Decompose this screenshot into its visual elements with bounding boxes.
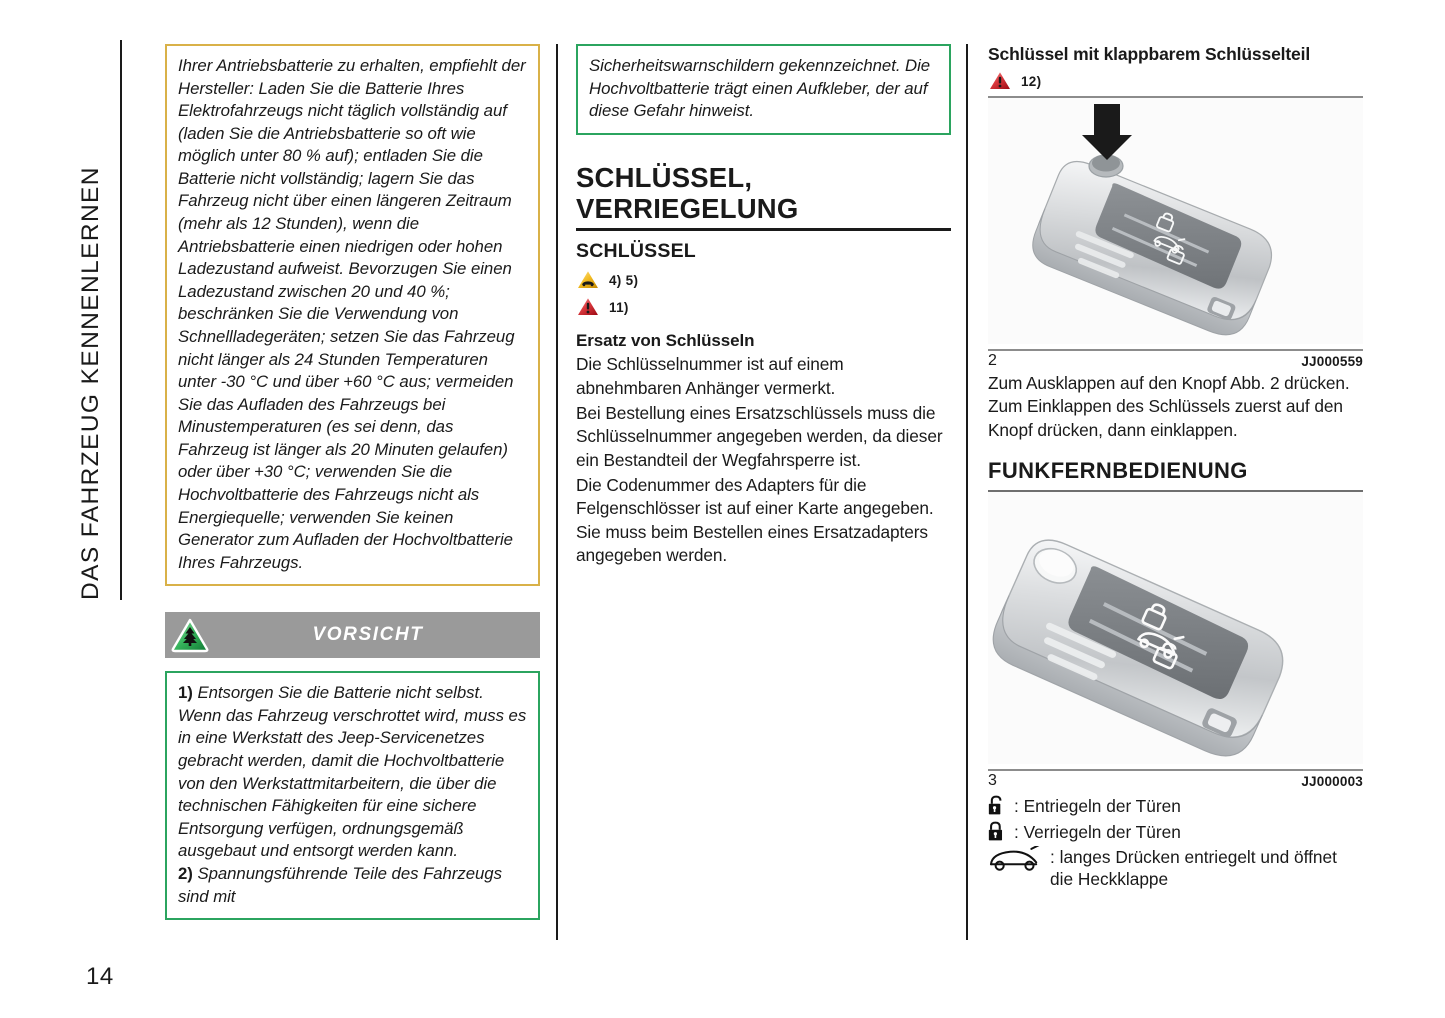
column-1 — [165, 44, 540, 920]
figure-3-bottom-rule — [988, 769, 1363, 771]
warning-ref-row-red-12 — [988, 69, 1363, 91]
body-paragraph-2: Bei Bestellung eines Ersatzschlüssels muss die Schlüsselnummer angegeben werden, da dieser ein Bestandteil der Wegfahrsperre ist. — [576, 403, 943, 470]
caution-item-1 — [178, 682, 527, 863]
warning-ref-row-yellow — [576, 268, 951, 290]
lock-padlock-icon — [988, 821, 1014, 842]
figure-2-key-fob-folding — [988, 98, 1363, 344]
caution-items-box — [165, 671, 540, 920]
caution-item-1-text: Entsorgen Sie die Batterie nicht selbst. Wenn das Fahrzeug verschrottet wird, muss es in eine Werkstatt des Jeep-Servicenetzes gebracht werden, damit die Hochvoltbatterie von den Werkstattmitarbeitern, die über die technischen Fähigkeiten für eine sichere Entsorgung verfügen, ordnungsgemäß ausgebaut und entsorgt werden kann. — [178, 683, 527, 861]
section-title-schluessel-verriegelung — [576, 163, 951, 225]
battery-note-box — [165, 44, 540, 586]
continuation-note-box — [576, 44, 951, 135]
legend-row-unlock — [988, 795, 1363, 817]
unlock-padlock-icon — [988, 795, 1014, 816]
car-boot-open-icon — [988, 846, 1050, 871]
column-divider-1 — [556, 44, 558, 940]
section-title-funkfernbedienung: FUNKFERNBEDIENUNG — [988, 458, 1248, 484]
figure-3-code: JJ000003 — [1301, 774, 1363, 790]
caution-item-2-marker: 2) — [178, 863, 193, 883]
chapter-tab-label: DAS FAHRZEUG KENNENLERNEN — [77, 166, 104, 600]
red-exclamation-triangle-icon — [988, 69, 1012, 91]
caution-item-1-marker: 1) — [178, 683, 193, 703]
green-tree-triangle-icon — [170, 617, 210, 653]
section-title-rule — [576, 228, 951, 231]
caution-item-2 — [178, 863, 527, 908]
section-title-line-1: SCHLÜSSEL, — [576, 161, 753, 193]
figure-2-number: 2 — [988, 352, 997, 369]
yellow-warning-refs: 4) 5) — [609, 273, 639, 289]
vorsicht-banner — [165, 612, 540, 658]
legend-row-lock — [988, 821, 1363, 843]
column-divider-2 — [966, 44, 968, 940]
subsection-title-schluessel: SCHLÜSSEL — [576, 240, 696, 263]
column-2 — [576, 44, 951, 567]
section-title-line-2: VERRIEGELUNG — [576, 192, 799, 224]
figure-3-caption-row — [988, 772, 1363, 792]
battery-note-text: Ihrer Antriebsbatterie zu erhalten, empfiehlt der Hersteller: Laden Sie die Batterie Ihres Elektrofahrzeugs nicht täglich vollständig auf (laden Sie die Antriebsbatterie so oft wie möglich unter 80 % auf); entladen Sie die Batterie nicht vollständig; lagern Sie das Fahrzeug nicht über einen längeren Zeitraum (mehr als 12 Stunden), wenn die Antriebsbatterie einen niedrigen oder hohen Ladezustand aufweist. Bevorzugen Sie einen Ladezustand zwischen 20 und 40 %; beschränken Sie die Verwendung von Schnellladegeräten; setzen Sie das Fahrzeug nicht länger als 24 Stunden Temperaturen unter -30 °C und über +60 °C aus; vermeiden Sie das Aufladen des Fahrzeugs bei Minustemperaturen (es sei denn, das Fahrzeug ist länger als 20 Minuten gelaufen) oder über +30 °C; verwenden Sie die Hochvoltbatterie des Fahrzeugs nicht als Energiequelle; verwenden Sie keinen Generator zum Aufladen der Hochvoltbatterie Ihres Fahrzeugs. — [178, 56, 526, 572]
legend-text-unlock: : Entriegeln der Türen — [1014, 796, 1181, 817]
legend-text-lock: : Verriegeln der Türen — [1014, 821, 1181, 842]
figure-heading-klappbarer-schluesselteil: Schlüssel mit klappbarem Schlüsselteil — [988, 44, 1311, 64]
body-paragraph-1: Die Schlüsselnummer ist auf einem abnehmbaren Anhänger vermerkt. — [576, 354, 844, 398]
continuation-note-text: Sicherheitswarnschildern gekennzeichnet. Die Hochvoltbatterie trägt einen Aufkleber, der auf diese Gefahr hinweist. — [589, 56, 931, 121]
figure-2-bottom-rule — [988, 349, 1363, 351]
figure-2-description: Zum Ausklappen auf den Knopf Abb. 2 drücken. Zum Einklappen des Schlüssels zuerst auf den Knopf drücken, dann einklappen. — [988, 373, 1350, 440]
red-warning-refs: 11) — [609, 300, 629, 316]
vorsicht-label: VORSICHT — [312, 624, 424, 646]
figure-2-caption-row — [988, 352, 1363, 372]
legend-row-boot — [988, 846, 1363, 891]
body-paragraph-3: Die Codenummer des Adapters für die Felgenschlösser ist auf einer Karte angegeben. Sie muss beim Bestellen eines Ersatzadapters angegeben werden. — [576, 475, 934, 566]
caution-item-2-text: Spannungsführende Teile des Fahrzeugs sind mit — [178, 863, 502, 906]
warning-ref-row-red — [576, 295, 951, 317]
figure-3-remote-key — [988, 492, 1363, 764]
chapter-tab-rule — [120, 40, 122, 600]
figure-2-code: JJ000559 — [1301, 354, 1363, 369]
chapter-tab — [60, 40, 122, 600]
red-exclamation-triangle-icon — [576, 295, 600, 317]
press-arrow-icon — [1082, 104, 1132, 160]
minor-heading-ersatz-von-schluesseln: Ersatz von Schlüsseln — [576, 331, 755, 351]
red-warning-refs-12: 12) — [1021, 74, 1042, 89]
yellow-car-triangle-icon — [576, 268, 600, 290]
figure-3-number: 3 — [988, 772, 997, 790]
legend-text-boot: : langes Drücken entriegelt und öffnet die Heckklappe — [1050, 847, 1337, 890]
column-3 — [988, 44, 1363, 891]
page-number: 14 — [86, 963, 114, 990]
